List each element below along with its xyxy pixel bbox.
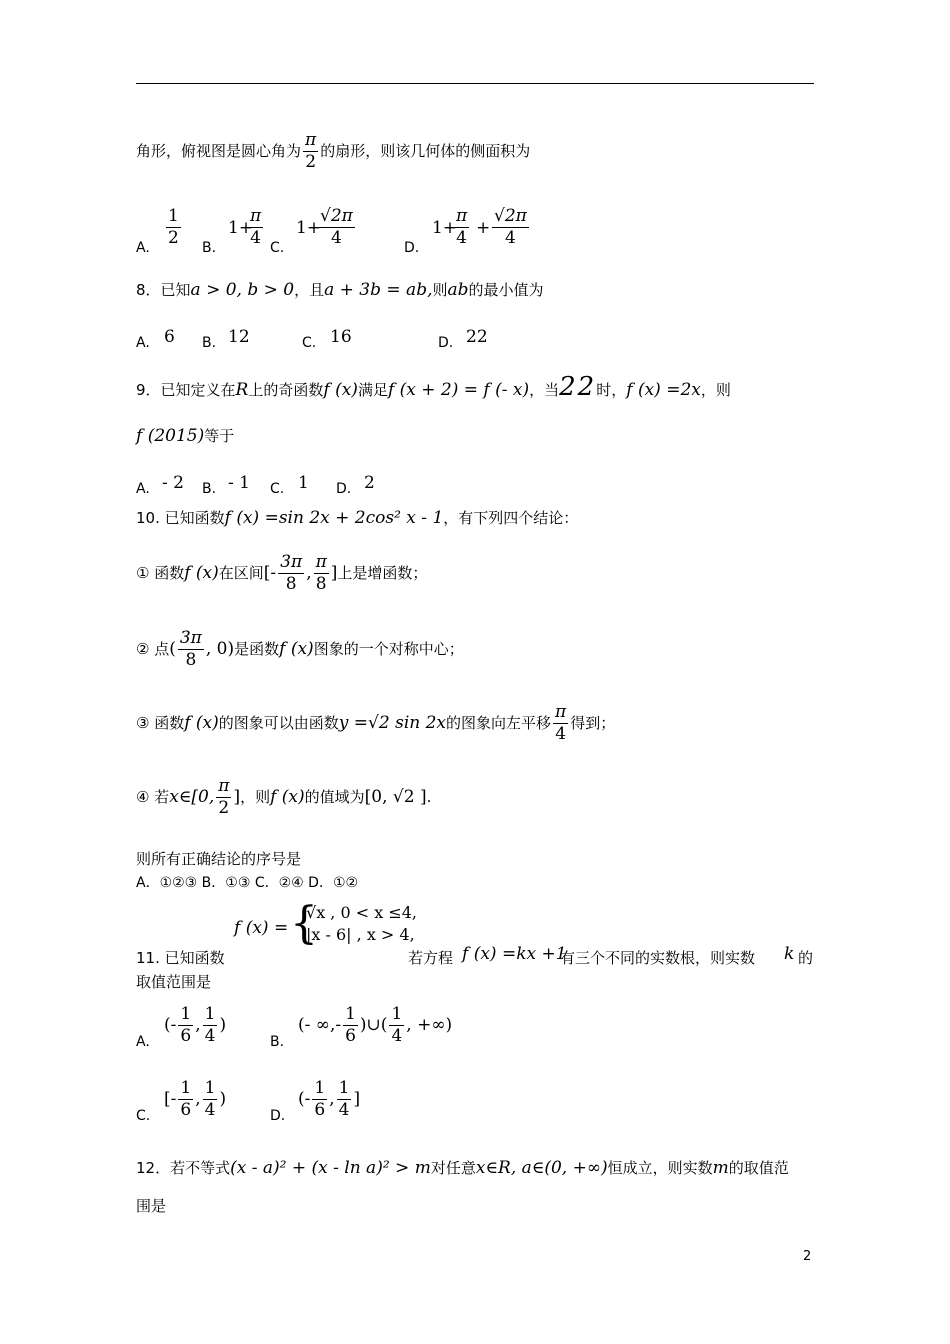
q9-big-22: 22 (559, 372, 597, 402)
q8-stem (136, 280, 544, 300)
q11-number: 11. 已知函数 (136, 949, 225, 967)
q9-stem-line2 (136, 426, 234, 446)
q7-option-d-plus: + (476, 218, 491, 238)
q10-s3-text-c: 的图象向左平移 (446, 714, 552, 732)
q11-option-c-value: [- $\frac{1}{6}$ , $\frac{1}{4}$ ) (164, 1078, 227, 1120)
q11-option-b-value: (- ∞,- $\frac{1}{6}$ )∪( $\frac{1}{4}$ , +∞) (298, 1004, 453, 1046)
q10-options: A．①②③ B．①③ C．②④ D．①② (136, 875, 359, 891)
q11-stem (136, 900, 816, 970)
page-number: 2 (803, 1249, 812, 1264)
q10-s1-frac-pi-8: $\frac{\pi}{8}$ (315, 552, 327, 594)
q11-stem-line2: 取值范围是 (136, 973, 212, 991)
q9-text-5: ，则 (700, 381, 731, 399)
q12-number: 12．若不等式 (136, 1159, 231, 1177)
q8-equation: a + 3b = ab, (324, 280, 433, 300)
q9-option-c-label: C. (270, 481, 285, 497)
q9-text-1: 上的奇函数 (248, 381, 324, 399)
q8-ab: ab (447, 280, 469, 300)
q10-summary: 则所有正确结论的序号是 (136, 850, 302, 868)
q9-option-d-value: 2 (364, 473, 375, 493)
q9-number: 9．已知定义在 (136, 381, 236, 399)
q10-s3-y: y =√2 sin 2x (338, 713, 447, 733)
q11-fx: f (x) = (234, 918, 289, 938)
q11-option-d-label: D. (270, 1108, 286, 1124)
q10-s2-text-b: 是函数 (234, 640, 280, 658)
q12-condition: x∈R, a∈(0, +∞) (475, 1158, 608, 1178)
q9-option-a-value: - 2 (162, 473, 184, 493)
q12-inequality: (x - a)² + (x - ln a)² > m (230, 1158, 431, 1178)
q9-option-d-label: D. (336, 481, 352, 497)
q7-option-b-label: B. (202, 240, 217, 256)
q8-option-b-label: B. (202, 335, 217, 351)
q10-function: f (x) =sin 2x + 2cos² x - 1 (224, 508, 444, 528)
q11-text-1: 若方程 (408, 949, 454, 967)
q8-option-a-value: 6 (164, 327, 175, 347)
q7-option-d-prefix: 1+ (432, 218, 458, 238)
q10-s2-fx: f (x) (279, 639, 314, 659)
q11-options-row2 (136, 1078, 736, 1122)
q10-s2-open: ( (169, 639, 176, 659)
q10-stem (136, 508, 578, 528)
q8-options (136, 327, 636, 353)
header-rule (136, 83, 814, 84)
q7-option-b-prefix: 1+ (228, 218, 254, 238)
q10-number: 10. 已知函数 (136, 509, 225, 527)
q9-equation-2: f (x) =2x (626, 380, 701, 400)
q11-options-row1 (136, 1004, 736, 1048)
q11-option-a-value: (- $\frac{1}{6}$ , $\frac{1}{4}$ ) (164, 1004, 227, 1046)
q7-option-a-value: $\frac{1}{2}$ (168, 206, 179, 248)
q10-s3-fx: f (x) (184, 713, 219, 733)
q10-s3-text-a: ③ 函数 (136, 714, 185, 732)
q7-option-c-prefix: 1+ (296, 218, 322, 238)
q11-option-c-label: C. (136, 1108, 151, 1124)
q12-text-3: 的取值范 (728, 1159, 789, 1177)
q12-text-2: 恒成立，则实数 (607, 1159, 713, 1177)
q10-s2-close: , 0) (205, 639, 235, 659)
q12-stem-line2: 围是 (136, 1197, 167, 1215)
q7-option-c-label: C. (270, 240, 285, 256)
q9-fx: f (x) (323, 380, 358, 400)
q10-s1-open: [- (263, 563, 277, 583)
q8-option-d-label: D. (438, 335, 454, 351)
q12-stem (136, 1158, 816, 1178)
q8-tail: 的最小值为 (468, 281, 544, 299)
q10-s1-fx: f (x) (184, 563, 219, 583)
q10-s4-frac-pi-2: $\frac{\pi}{2}$ (218, 776, 230, 818)
q8-option-c-value: 16 (330, 327, 352, 347)
q10-statement-4 (136, 776, 431, 819)
q10-s3-text-b: 的图象可以由函数 (218, 714, 339, 732)
q11-cases (306, 902, 417, 946)
q8-number: 8．已知 (136, 281, 191, 299)
q9-stem-line1 (136, 372, 816, 402)
q7-option-d-frac2: $\frac{√2\pi}{4}$ (494, 206, 527, 248)
q11-text-3: 的 (798, 949, 814, 967)
q7-options (136, 206, 636, 258)
q9-f2015: f (2015) (136, 426, 205, 446)
q7-fraction-pi-over-2: $\frac{\pi}{2}$ (305, 130, 317, 172)
q11-option-d-value: (- $\frac{1}{6}$ , $\frac{1}{4}$ ] (298, 1078, 361, 1120)
q10-s1-text-a: ① 函数 (136, 564, 185, 582)
q10-s4-close: ] (233, 787, 241, 807)
q12-text-1: 对任意 (430, 1159, 476, 1177)
q9-R: R (235, 380, 249, 400)
q9-text-3: ，当 (529, 381, 560, 399)
q9-text-4: 时， (596, 381, 627, 399)
q11-option-b-label: B. (270, 1034, 285, 1050)
q9-equation: f (x + 2) = f (- x) (387, 380, 530, 400)
q11-case-1: √x , 0 < x ≤4, (306, 903, 418, 922)
q10-statement-1 (136, 552, 427, 595)
q8-option-d-value: 22 (466, 327, 488, 347)
q10-s1-text-b: 在区间 (218, 564, 264, 582)
q7-option-d-label: D. (404, 240, 420, 256)
q10-s4-fx: f (x) (270, 787, 305, 807)
q10-s3-frac-pi-4: $\frac{\pi}{4}$ (555, 702, 567, 744)
q10-text-1: ，有下列四个结论： (443, 509, 579, 527)
q8-then-text: 则 (432, 281, 448, 299)
q9-text-6: 等于 (204, 427, 235, 445)
q11-text-2: 有三个不同的实数根，则实数 (560, 949, 756, 967)
q10-s1-frac-3pi-8: $\frac{3\pi}{8}$ (280, 552, 303, 594)
q7-text-a: 角形，俯视图是圆心角为 (136, 142, 302, 160)
q7-option-c-value: $\frac{√2\pi}{4}$ (320, 206, 353, 248)
q9-options (136, 473, 636, 499)
q10-s2-text-c: 图象的一个对称中心； (313, 640, 464, 658)
q8-option-b-value: 12 (228, 327, 250, 347)
q10-s2-frac-3pi-8: $\frac{3\pi}{8}$ (179, 628, 202, 670)
q9-option-a-label: A. (136, 481, 150, 497)
q7-text-b: 的扇形，则该几何体的侧面积为 (320, 142, 531, 160)
q11-equation: f (x) =kx +1 (462, 944, 567, 964)
q10-statement-2 (136, 628, 464, 671)
q10-s4-text-c: 的值域为 (304, 788, 365, 806)
q10-s4-text-a: ④ 若 (136, 788, 170, 806)
q9-option-b-label: B. (202, 481, 217, 497)
q7-option-b-value: $\frac{\pi}{4}$ (250, 206, 262, 248)
q11-brace: { (290, 898, 318, 949)
q10-s4-text-b: ，则 (240, 788, 271, 806)
q10-s3-text-e: 得到； (570, 714, 616, 732)
q9-option-c-value: 1 (298, 473, 309, 493)
q10-s1-text-c: 上是增函数； (337, 564, 428, 582)
q8-option-c-label: C. (302, 335, 317, 351)
q10-s4-x: x∈[0, (169, 787, 215, 807)
q10-s4-dot: . (426, 788, 432, 806)
q10-statement-3 (136, 702, 615, 745)
q8-condition: a > 0, b > 0 (190, 280, 295, 300)
q8-mid-text: ，且 (294, 281, 325, 299)
q11-k: k (784, 944, 795, 964)
q9-text-2: 满足 (357, 381, 388, 399)
q7-stem (136, 130, 530, 173)
q11-option-a-label: A. (136, 1034, 150, 1050)
q10-s2-text-a: ② 点 (136, 640, 170, 658)
q7-option-a-label: A. (136, 240, 150, 256)
q10-s1-close: ] (330, 563, 338, 583)
q10-s4-range: [0, √2 ] (364, 787, 427, 807)
q7-option-d-frac1: $\frac{\pi}{4}$ (456, 206, 468, 248)
q10-s1-comma: , (306, 563, 312, 583)
q9-option-b-value: - 1 (228, 473, 250, 493)
q12-m: m (712, 1158, 729, 1178)
q8-option-a-label: A. (136, 335, 150, 351)
q11-case-2: |x - 6| , x > 4, (306, 925, 415, 944)
